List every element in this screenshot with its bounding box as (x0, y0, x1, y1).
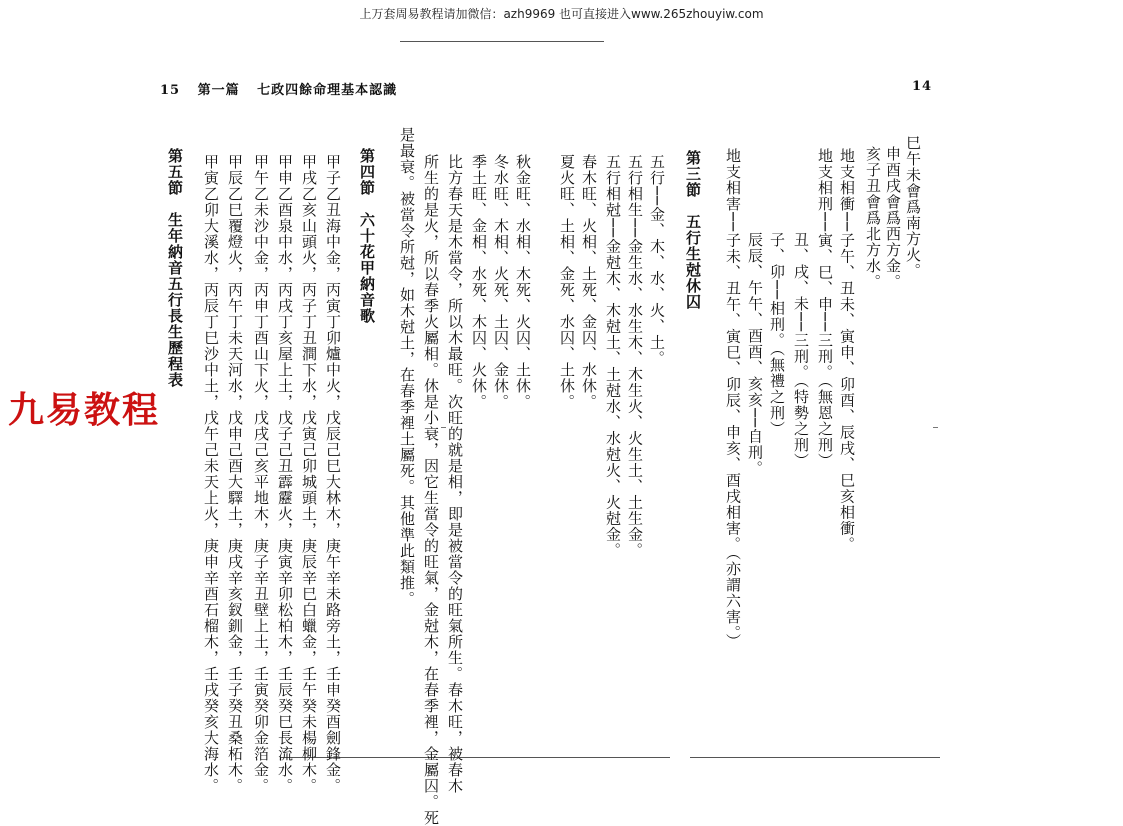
text-column: 比方春天是木當令，所以木最旺。次旺的就是相，即是被當令的旺氣所生。春木旺，被春木 (446, 154, 464, 794)
page-number-left: 15 (160, 83, 181, 98)
text-column: 辰辰、午午、酉酉、亥亥──自刑。 (746, 232, 764, 477)
bottom-rule-right (690, 757, 940, 758)
chapter-label: 第一篇 (197, 83, 240, 98)
text-column: 夏火旺、土相、金死、水囚、土休。 (558, 154, 576, 410)
section-heading: 第五節 生年納音五行長生歷程表 (166, 148, 184, 388)
text-column: 地支相害──子未、丑午、寅巳、卯辰、申亥、酉戌相害。（亦謂六害。） (724, 148, 742, 650)
text-column: 季土旺、金相、水死、木囚、火休。 (470, 154, 488, 410)
text-column: 五行──金、木、水、火、土。 (648, 154, 666, 367)
text-column: 甲申乙酉泉中水，丙戌丁亥屋上土，戊子己丑霹靂火，庚寅辛卯松柏木，壬辰癸巳長流水。 (276, 154, 294, 794)
text-column: 五行相生──金生水、水生木、木生火、火生土、土生金。 (626, 154, 644, 559)
text-column: 甲子乙丑海中金，丙寅丁卯爐中火，戊辰己巳大林木，庚午辛未路旁土，壬申癸酉劍鋒金。 (324, 154, 342, 794)
text-column: 地支相刑──寅、巳、申──三刑。（無恩之刑） (816, 148, 834, 469)
section-heading: 第四節 六十花甲納音歌 (358, 148, 376, 324)
text-column: 冬水旺、木相、火死、土囚、金休。 (492, 154, 510, 410)
text-column: 所生的是火，所以春季火屬相。休是小衰，因它生當令的旺氣，金尅木，在春季裡，金屬囚。死 (422, 154, 440, 826)
text-column: 甲午乙未沙中金，丙申丁酉山下火，戊戌己亥平地木，庚子辛丑壁上土，壬寅癸卯金箔金。 (252, 154, 270, 794)
text-column: 秋金旺、水相、木死、火囚、土休。 (514, 154, 532, 410)
margin-tick (933, 427, 938, 428)
text-column: 是最衰。被當令所尅，如木尅土，在春季裡土屬死。其他準此類推。 (398, 127, 416, 607)
text-column: 亥子丑會爲北方水。 (864, 146, 882, 290)
text-column: 春木旺、火相、土死、金囚、水休。 (580, 154, 598, 410)
text-column: 丑、戌、未──三刑。（特勢之刑） (792, 232, 810, 469)
top-rule (400, 41, 604, 42)
text-column: 甲辰乙巳覆燈火，丙午丁未天河水，戊申己酉大驛土，庚戌辛亥釵釧金，壬子癸丑桑柘木。 (226, 154, 244, 794)
section-heading: 第三節 五行生尅休囚 (684, 150, 702, 310)
page-number-right: 14 (912, 79, 933, 94)
text-column: 子、卯──相刑。（無禮之刑） (768, 232, 786, 437)
header-left (160, 79, 397, 98)
text-column: 申酉戌會爲西方金。 (884, 146, 902, 290)
watermark-banner: 上万套周易教程请加微信：azh9969 也可直接进入www.265zhouyiw.com (359, 7, 764, 21)
chapter-title: 七政四餘命理基本認識 (257, 83, 398, 98)
text-column: 巳午未會爲南方火。 (904, 135, 922, 279)
text-column: 甲寅乙卯大溪水，丙辰丁巳沙中土，戊午己未天上火，庚申辛酉石榴木，壬戌癸亥大海水。 (202, 154, 220, 794)
text-column: 甲戌乙亥山頭火，丙子丁丑澗下水，戊寅己卯城頭土，庚辰辛巳白蠟金，壬午癸未楊柳木。 (300, 154, 318, 794)
text-column: 五行相尅──金尅木、木尅土、土尅水、水尅火、火尅金。 (604, 154, 622, 559)
header-right (912, 79, 932, 94)
watermark-logo: 九易教程 (8, 390, 161, 431)
text-column: 地支相衝──子午、丑未、寅申、卯酉、辰戌、巳亥相衝。 (838, 148, 856, 553)
